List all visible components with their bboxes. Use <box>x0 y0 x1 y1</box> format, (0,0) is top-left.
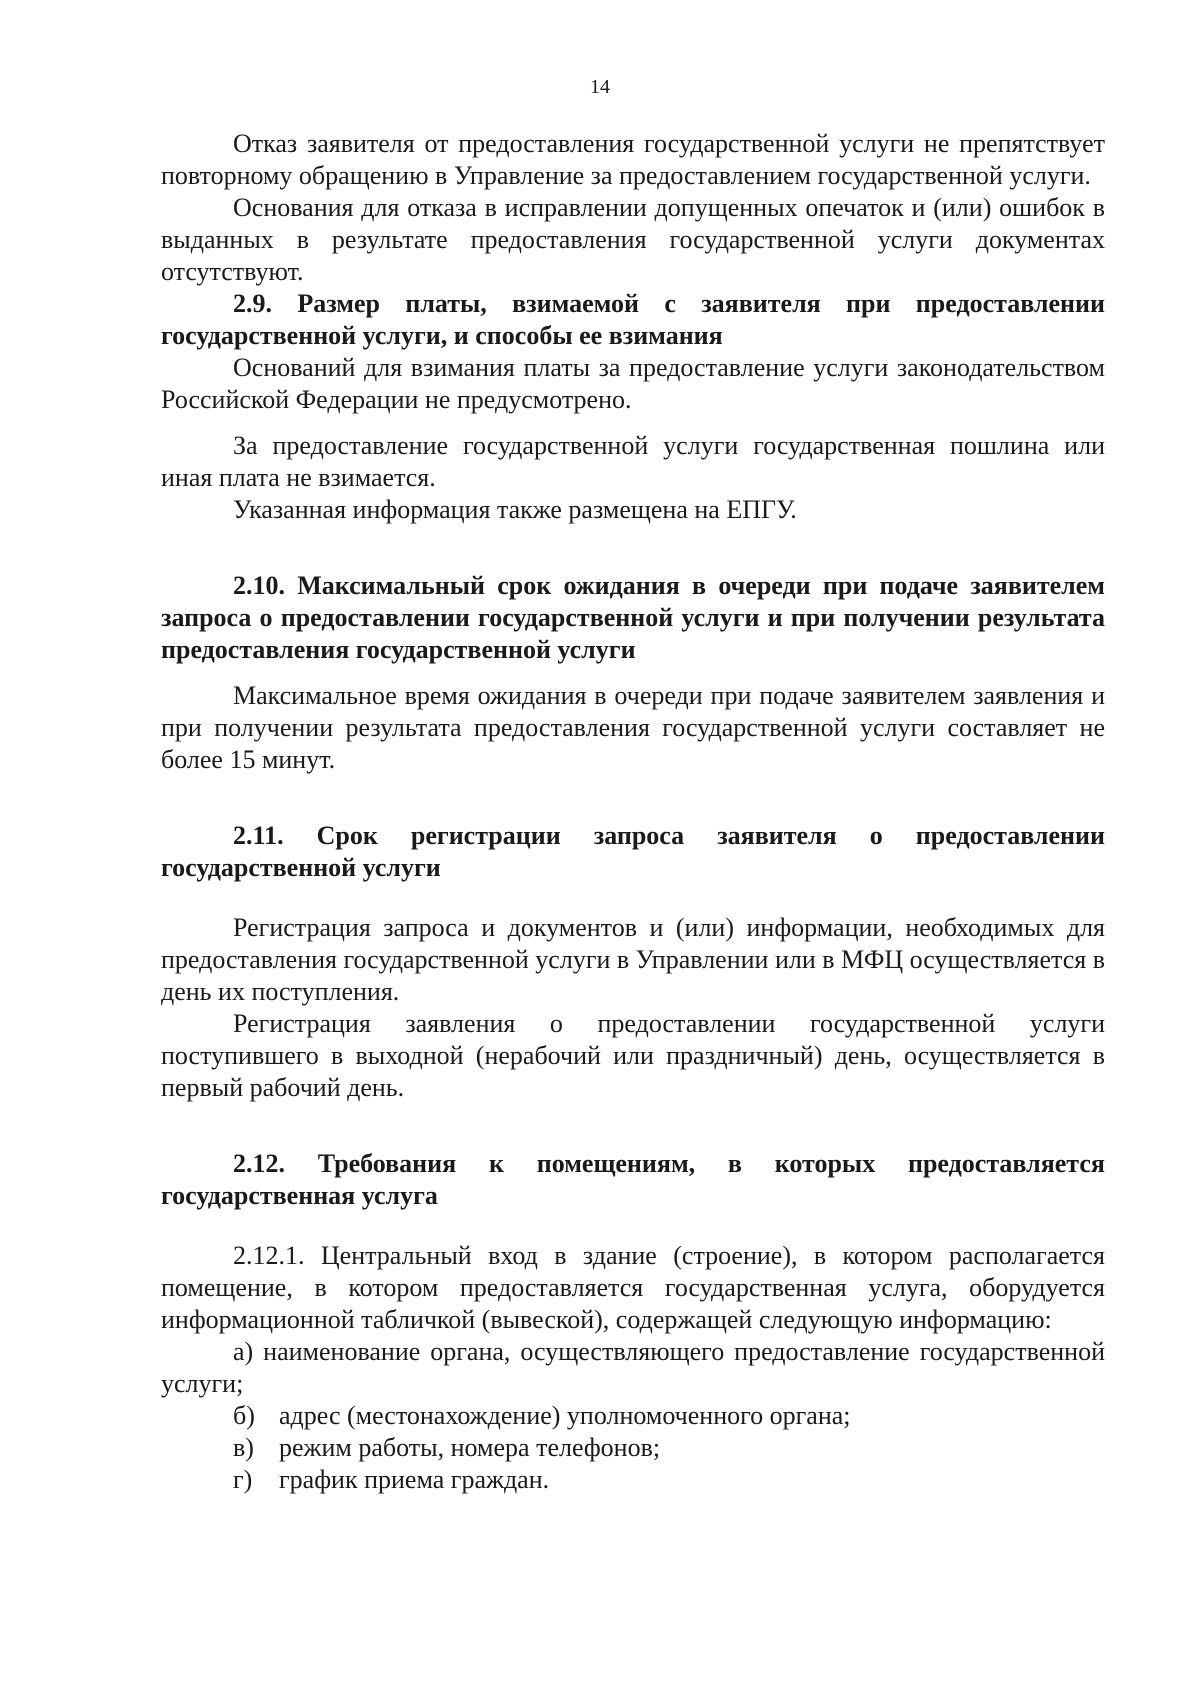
list-item-text: адрес (местонахождение) уполномоченного органа; <box>279 1401 851 1430</box>
list-item <box>161 1464 1105 1496</box>
list-marker: в) <box>233 1433 254 1462</box>
list-marker: б) <box>233 1401 255 1430</box>
heading-2-10: 2.10. Максимальный срок ожидания в очереди при подаче заявителем запроса о предоставлении государственной услуги и при получении результата предоставления государственной услуги <box>161 571 1105 664</box>
paragraph-no-grounds: Основания для отказа в исправлении допущенных опечаток и (или) ошибок в выданных в результате предоставления государственной услуги документах отсутствуют. <box>161 193 1105 286</box>
list-item <box>161 1400 1105 1432</box>
list-marker: г) <box>233 1465 253 1494</box>
heading-2-9: 2.9. Размер платы, взимаемой с заявителя при предоставлении государственной услуги, и способы ее взимания <box>161 289 1105 350</box>
paragraph-item-a: а) наименование органа, осуществляющего предоставление государственной услуги; <box>161 1337 1105 1398</box>
paragraph-refusal: Отказ заявителя от предоставления государственной услуги не препятствует повторному обращению в Управление за предоставлением государственной услуги. <box>161 129 1105 190</box>
paragraph-2-12-1: 2.12.1. Центральный вход в здание (строение), в котором располагается помещение, в котором предоставляется государственная услуга, оборудуется информационной табличкой (вывеской), содержащей следующую информацию: <box>161 1241 1105 1334</box>
paragraph-registration-holiday: Регистрация заявления о предоставлении государственной услуги поступившего в выходной (нерабочий или праздничный) день, осуществляется в первый рабочий день. <box>161 1009 1105 1102</box>
paragraph-no-fee: За предоставление государственной услуги государственная пошлина или иная плата не взимается. <box>161 431 1105 492</box>
list-item-text: режим работы, номера телефонов; <box>279 1433 661 1462</box>
page-number: 14 <box>590 76 610 98</box>
list-item <box>161 1432 1105 1464</box>
paragraph-epgu: Указанная информация также размещена на ЕПГУ. <box>233 495 797 524</box>
list-item-text: график приема граждан. <box>279 1465 550 1494</box>
paragraph-wait-time: Максимальное время ожидания в очереди при подаче заявителем заявления и при получении результата предоставления государственной услуги составляет не более 15 минут. <box>161 681 1105 774</box>
heading-2-11: 2.11. Срок регистрации запроса заявителя о предоставлении государственной услуги <box>161 821 1105 882</box>
heading-2-12: 2.12. Требования к помещениям, в которых предоставляется государственная услуга <box>161 1149 1105 1210</box>
paragraph-fee-basis: Оснований для взимания платы за предоставление услуги законодательством Российской Федерации не предусмотрено. <box>161 353 1105 414</box>
paragraph-registration: Регистрация запроса и документов и (или) информации, необходимых для предоставления государственной услуги в Управлении или в МФЦ осуществляется в день их поступления. <box>161 913 1105 1006</box>
document-body <box>161 128 1105 1496</box>
